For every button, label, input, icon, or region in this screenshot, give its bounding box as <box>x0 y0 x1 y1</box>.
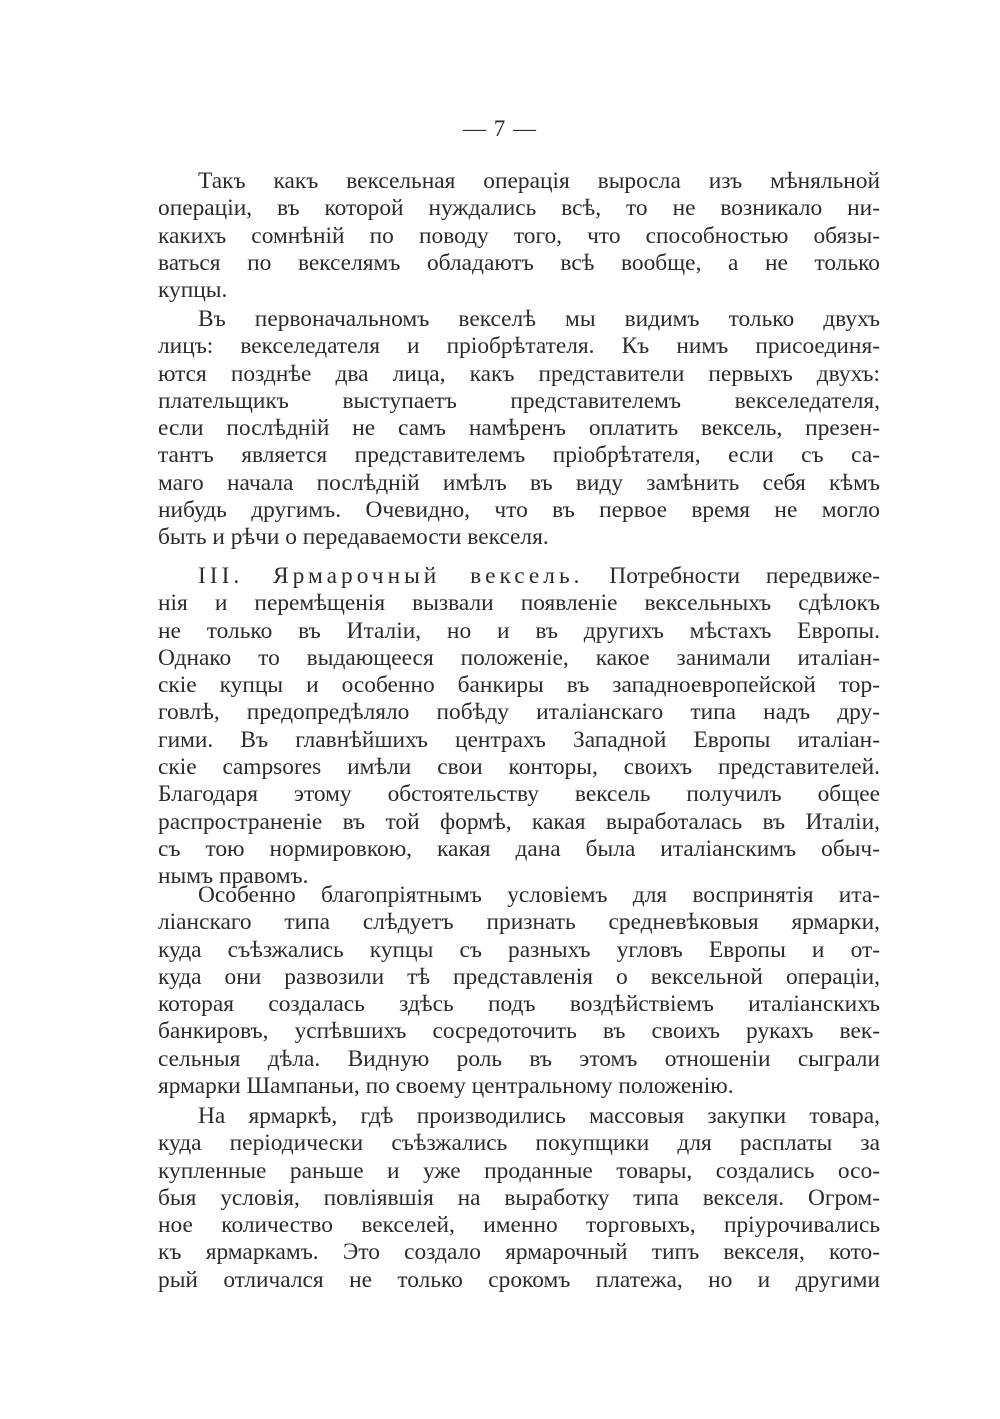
text-line: какихъ сомнѣній по поводу того, что способностью обязы- <box>158 222 880 249</box>
text-line: ліанскаго типа слѣдуетъ признать средневѣковыя ярмарки, <box>158 909 880 936</box>
text-line: Въ первоначальномъ векселѣ мы видимъ только двухъ <box>198 306 880 332</box>
text-line: маго начала послѣдній имѣлъ въ виду замѣнить себя кѣмъ <box>158 469 880 496</box>
text-line: нія и перемѣщенія вызвали появленіе вексельныхъ сдѣлокъ <box>158 590 880 617</box>
section-heading-line <box>158 563 880 590</box>
text-line: куда они развозили тѣ представленія о вексельной операціи, <box>158 963 880 990</box>
text-line: рый отличался не только срокомъ платежа, но и другими <box>158 1266 880 1293</box>
text-line: нымъ правомъ. <box>158 863 309 890</box>
text-line: распространеніе въ той формѣ, какая выработалась въ Италіи, <box>158 808 880 835</box>
text-line: гими. Въ главнѣйшихъ центрахъ Западной Европы италіан- <box>158 726 880 753</box>
text-line: ное количество векселей, именно торговыхъ, пріурочивались <box>158 1212 880 1239</box>
text-line: ются позднѣе два лица, какъ представители первыхъ двухъ: <box>158 360 880 387</box>
text-line: сельныя дѣла. Видную роль въ этомъ отношеніи сыграли <box>158 1045 880 1072</box>
text-line: Особенно благопріятнымъ условіемъ для воспринятія ита- <box>198 882 880 908</box>
text-line: ваться по векселямъ обладаютъ всѣ вообще, а не только <box>158 249 880 276</box>
text-line: тантъ является представителемъ пріобрѣтателя, если съ са- <box>158 442 880 469</box>
text-line: Такъ какъ вексельная операція выросла изъ мѣняльной <box>198 168 880 194</box>
text-line: скіе купцы и особенно банкиры въ западноевропейской тор- <box>158 672 880 699</box>
text-line: быя условія, повліявшія на выработку типа векселя. Огром- <box>158 1184 880 1211</box>
page-number: — 7 — <box>463 116 537 141</box>
paragraph-5 <box>158 1103 880 1294</box>
text-line: операціи, въ которой нуждались всѣ, то не возникало ни- <box>158 195 880 222</box>
text-line: ярмарки Шампаньи, по своему центральному положенію. <box>158 1073 734 1100</box>
text-line: нибудь другимъ. Очевидно, что въ первое время не могло <box>158 497 880 524</box>
paragraph-4 <box>158 882 880 1100</box>
text-line: куда періодически съѣзжались покупщики для расплаты за <box>158 1130 880 1157</box>
text-line: банкировъ, успѣвшихъ сосредоточить въ своихъ рукахъ век- <box>158 1018 880 1045</box>
text-line: съ тою нормировкою, какая дана была италіанскимъ обыч- <box>158 835 880 862</box>
text-line: купленные раньше и уже проданные товары, создались осо- <box>158 1157 880 1184</box>
paragraph-3 <box>158 563 880 891</box>
section-heading: III. Ярмарочный вексель. <box>198 563 584 589</box>
text-line: лицъ: векселедателя и пріобрѣтателя. Къ нимъ присоединя- <box>158 333 880 360</box>
text-line: купцы. <box>158 277 228 304</box>
paragraph-1 <box>158 168 880 304</box>
text-line: Благодаря этому обстоятельству вексель получилъ общее <box>158 781 880 808</box>
text-line: На ярмаркѣ, гдѣ производились массовыя закупки товара, <box>198 1103 880 1129</box>
text-line: которая создалась здѣсь подъ воздѣйствіемъ италіанскихъ <box>158 991 880 1018</box>
text-line: къ ярмаркамъ. Это создало ярмарочный типъ векселя, кото- <box>158 1239 880 1266</box>
heading-line-text: Потребности передвиже- <box>583 563 880 589</box>
text-line: плательщикъ выступаетъ представителемъ векселедателя, <box>158 387 880 414</box>
paragraph-2 <box>158 306 880 552</box>
text-line: Однако то выдающееся положеніе, какое занимали италіан- <box>158 644 880 671</box>
text-line: скіе campsores имѣли свои конторы, своихъ представителей. <box>158 754 880 781</box>
text-line: если послѣдній не самъ намѣренъ оплатить вексель, презен- <box>158 415 880 442</box>
text-line: быть и рѣчи о передаваемости векселя. <box>158 524 549 551</box>
text-line: не только въ Италіи, но и въ другихъ мѣстахъ Европы. <box>158 617 880 644</box>
text-line: говлѣ, предопредѣляло побѣду италіанскаго типа надъ дру- <box>158 699 880 726</box>
text-line: куда съѣзжались купцы съ разныхъ угловъ Европы и от- <box>158 936 880 963</box>
